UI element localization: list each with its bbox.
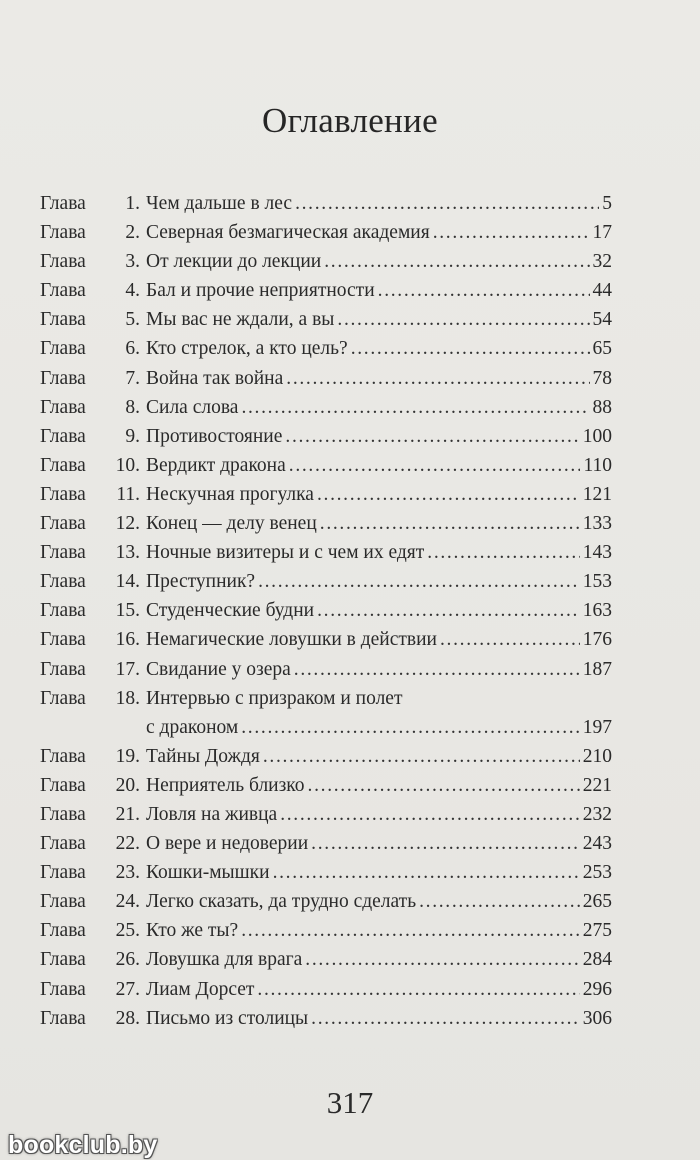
toc-entry (40, 949, 612, 978)
toc-entry (40, 193, 612, 222)
chapter-page: 78 (592, 367, 612, 389)
chapter-label: Глава (40, 280, 86, 302)
chapter-number: 12. (115, 513, 140, 535)
dot-leader (317, 600, 580, 622)
toc-entry (40, 629, 612, 658)
dot-leader (285, 426, 579, 448)
dot-leader (241, 920, 580, 942)
dot-leader (258, 571, 580, 593)
chapter-number: 18. (115, 687, 140, 709)
chapter-number: 2. (125, 222, 140, 244)
chapter-page: 17 (592, 222, 612, 244)
chapter-title: Противостояние (146, 425, 283, 447)
dot-leader (311, 833, 580, 855)
chapter-number: 1. (125, 193, 140, 214)
dot-leader (273, 862, 580, 884)
chapter-label: Глава (40, 571, 86, 593)
chapter-title: Тайны Дождя (146, 745, 260, 767)
dot-leader (280, 804, 580, 826)
chapter-page: 265 (582, 891, 612, 913)
chapter-title: Северная безмагическая академия (146, 222, 430, 244)
chapter-label: Глава (40, 745, 86, 767)
dot-leader (320, 513, 580, 535)
chapter-number: 14. (115, 571, 140, 593)
chapter-page: 32 (592, 251, 612, 273)
chapter-label: Глава (40, 425, 86, 447)
chapter-page: 210 (582, 745, 612, 767)
chapter-number: 9. (125, 425, 140, 447)
chapter-label: Глава (40, 367, 86, 389)
chapter-title: От лекции до лекции (146, 251, 322, 273)
chapter-title: Сила слова (146, 396, 239, 418)
chapter-label: Глава (40, 978, 86, 1000)
chapter-page: 121 (582, 483, 612, 505)
chapter-title: Кто же ты? (146, 920, 239, 942)
chapter-label: Глава (40, 513, 86, 535)
chapter-label: Глава (40, 833, 86, 855)
chapter-number: 7. (125, 367, 140, 389)
chapter-label: Глава (40, 658, 86, 680)
chapter-page: 306 (582, 1007, 612, 1029)
chapter-title: Нескучная прогулка (146, 483, 314, 505)
chapter-title: Бал и прочие неприятности (146, 280, 375, 302)
chapter-label: Глава (40, 920, 86, 942)
chapter-title: Неприятель близко (146, 774, 305, 796)
chapter-page: 133 (582, 513, 612, 535)
toc-entry (40, 571, 612, 600)
chapter-label: Глава (40, 774, 86, 796)
chapter-title-continued: с драконом (146, 716, 239, 738)
chapter-page: 163 (582, 600, 612, 622)
chapter-title: Письмо из столицы (146, 1007, 309, 1029)
chapter-title: Ловушка для врага (146, 949, 303, 971)
toc-entry (40, 979, 612, 1008)
chapter-title: Мы вас не ждали, а вы (146, 309, 335, 331)
toc-entry (40, 222, 612, 251)
dot-leader (286, 368, 589, 390)
chapter-title: Лиам Дорсет (146, 978, 255, 1000)
chapter-number: 4. (125, 280, 140, 302)
chapter-label: Глава (40, 309, 86, 331)
toc-entry (40, 484, 612, 513)
dot-leader (351, 338, 590, 360)
chapter-label: Глава (40, 803, 86, 825)
chapter-number: 11. (116, 483, 140, 505)
dot-leader (241, 397, 589, 419)
chapter-label: Глава (40, 396, 86, 418)
toc-entry (40, 338, 612, 367)
toc-entry (40, 1008, 612, 1037)
chapter-title: О вере и недоверии (146, 833, 309, 855)
dot-leader (311, 1008, 580, 1030)
chapter-page: 100 (582, 425, 612, 447)
toc-entry (40, 426, 612, 455)
chapter-number: 5. (125, 309, 140, 331)
chapter-page: 54 (592, 309, 612, 331)
dot-leader (257, 979, 579, 1001)
toc-entry (40, 513, 612, 542)
toc-entry (40, 368, 612, 397)
chapter-number: 10. (115, 454, 140, 476)
chapter-page: 5 (602, 193, 612, 214)
chapter-number: 21. (115, 803, 140, 825)
chapter-label: Глава (40, 338, 86, 360)
chapter-number: 24. (115, 891, 140, 913)
dot-leader (263, 746, 580, 768)
chapter-number: 6. (125, 338, 140, 360)
chapter-title: Вердикт дракона (146, 454, 286, 476)
chapter-title: Кто стрелок, а кто цель? (146, 338, 348, 360)
chapter-label: Глава (40, 629, 86, 651)
chapter-title: Кошки-мышки (146, 862, 270, 884)
toc-entry (40, 891, 612, 920)
chapter-page: 153 (582, 571, 612, 593)
chapter-label: Глава (40, 1007, 86, 1029)
chapter-page: 110 (583, 454, 612, 476)
chapter-number: 17. (115, 658, 140, 680)
chapter-number: 16. (115, 629, 140, 651)
chapter-number: 15. (115, 600, 140, 622)
toc-entry-continuation (40, 717, 612, 746)
chapter-label: Глава (40, 542, 86, 564)
chapter-page: 275 (582, 920, 612, 942)
chapter-number: 8. (125, 396, 140, 418)
chapter-page: 243 (582, 833, 612, 855)
toc-entry (40, 397, 612, 426)
page-title: Оглавление (262, 101, 438, 140)
chapter-number: 3. (125, 251, 140, 273)
chapter-number: 23. (115, 862, 140, 884)
toc-entry (40, 746, 612, 775)
chapter-label: Глава (40, 687, 86, 709)
table-of-contents (40, 193, 612, 1037)
toc-entry (40, 688, 612, 717)
chapter-title: Ловля на живца (146, 803, 278, 825)
chapter-page: 176 (582, 629, 612, 651)
dot-leader (337, 309, 589, 331)
chapter-number: 19. (115, 745, 140, 767)
page-number: 317 (326, 1085, 374, 1120)
chapter-number: 22. (115, 833, 140, 855)
chapter-title: Студенческие будни (146, 600, 315, 622)
chapter-title: Ночные визитеры и с чем их едят (146, 542, 425, 564)
chapter-page: 65 (592, 338, 612, 360)
dot-leader (440, 629, 580, 651)
chapter-number: 25. (115, 920, 140, 942)
dot-leader (305, 949, 579, 971)
chapter-label: Глава (40, 193, 86, 214)
chapter-number: 20. (115, 774, 140, 796)
chapter-label: Глава (40, 454, 86, 476)
chapter-number: 13. (115, 542, 140, 564)
chapter-label: Глава (40, 891, 86, 913)
chapter-page: 284 (582, 949, 612, 971)
chapter-page: 197 (582, 716, 612, 738)
chapter-number: 28. (115, 1007, 140, 1029)
dot-leader (295, 193, 599, 215)
chapter-title: Преступник? (146, 571, 256, 593)
chapter-page: 296 (582, 978, 612, 1000)
chapter-label: Глава (40, 222, 86, 244)
chapter-page: 187 (582, 658, 612, 680)
chapter-label: Глава (40, 600, 86, 622)
dot-leader (308, 775, 580, 797)
dot-leader (419, 891, 580, 913)
chapter-page: 253 (582, 862, 612, 884)
toc-entry (40, 920, 612, 949)
chapter-title: Чем дальше в лес (146, 193, 293, 214)
chapter-label: Глава (40, 862, 86, 884)
dot-leader (324, 251, 589, 273)
toc-entry (40, 455, 612, 484)
chapter-title: Легко сказать, да трудно сделать (146, 891, 417, 913)
chapter-title: Война так война (146, 367, 284, 389)
watermark-logo: bookclub.by (8, 1131, 158, 1159)
chapter-label: Глава (40, 949, 86, 971)
chapter-page: 221 (582, 774, 612, 796)
chapter-title: Интервью с призраком и полет (146, 687, 403, 709)
dot-leader (289, 455, 581, 477)
toc-entry (40, 775, 612, 804)
chapter-title: Немагические ловушки в действии (146, 629, 437, 651)
dot-leader (427, 542, 579, 564)
chapter-label: Глава (40, 251, 86, 273)
dot-leader (433, 222, 590, 244)
chapter-number: 27. (115, 978, 140, 1000)
toc-entry (40, 833, 612, 862)
chapter-page: 44 (592, 280, 612, 302)
toc-entry (40, 309, 612, 338)
chapter-number: 26. (115, 949, 140, 971)
dot-leader (241, 717, 580, 739)
toc-entry (40, 862, 612, 891)
chapter-label: Глава (40, 483, 86, 505)
toc-entry (40, 804, 612, 833)
dot-leader (294, 659, 580, 681)
chapter-title: Конец — делу венец (146, 513, 317, 535)
toc-entry (40, 280, 612, 309)
chapter-page: 88 (592, 396, 612, 418)
toc-entry (40, 600, 612, 629)
chapter-page: 143 (582, 542, 612, 564)
dot-leader (378, 280, 590, 302)
toc-entry (40, 659, 612, 688)
chapter-title: Свидание у озера (146, 658, 291, 680)
toc-entry (40, 542, 612, 571)
toc-entry (40, 251, 612, 280)
dot-leader (317, 484, 580, 506)
chapter-page: 232 (582, 803, 612, 825)
